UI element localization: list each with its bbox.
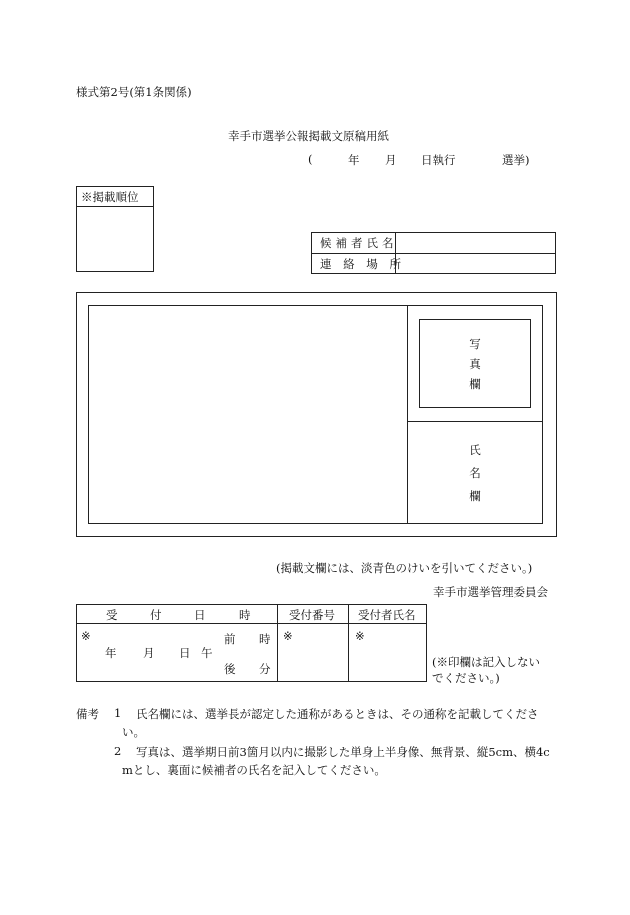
reception-minute: 分 xyxy=(259,662,271,676)
header-reception-number: 受付番号 xyxy=(289,608,335,622)
instruction-text: (掲載文欄には、淡青色のけいを引いてください。) xyxy=(276,561,533,575)
remark-1-number: 1 xyxy=(114,706,122,720)
header-date-time-1: 受 xyxy=(106,608,118,622)
remark-1-line2: い。 xyxy=(122,725,145,739)
reception-ampm-top: 午 xyxy=(201,646,213,660)
header-date-time-4: 時 xyxy=(239,608,251,622)
remark-2-line1: 写真は、選挙期日前3箇月以内に撮影した単身上半身像、無背景、縦5cm、横4c xyxy=(136,745,550,759)
remark-2-number: 2 xyxy=(114,744,122,758)
order-label: ※掲載順位 xyxy=(81,190,139,204)
candidate-name-field[interactable] xyxy=(397,234,553,252)
photo-box xyxy=(419,319,531,408)
contact-field[interactable] xyxy=(397,255,553,273)
election-month: 月 xyxy=(385,153,397,167)
name-label-1: 氏 xyxy=(469,443,481,457)
remark-2-line2: mとし、裏面に候補者の氏名を記入してください。 xyxy=(122,763,386,777)
name-label-2: 名 xyxy=(469,466,481,480)
reception-pm: 後 xyxy=(224,662,236,676)
header-date-time-3: 日 xyxy=(194,608,206,622)
reception-mark-date: ※ xyxy=(81,629,91,643)
reception-year: 年 xyxy=(105,646,117,660)
photo-label-2: 真 xyxy=(469,357,481,371)
reception-month: 月 xyxy=(143,646,155,660)
photo-label-1: 写 xyxy=(469,337,481,351)
side-note-line1: (※印欄は記入しない xyxy=(432,655,540,669)
committee-name: 幸手市選挙管理委員会 xyxy=(433,585,548,599)
header-date-time-2: 付 xyxy=(150,608,162,622)
photo-label-3: 欄 xyxy=(469,377,481,391)
candidate-name-label: 候補者氏名 xyxy=(320,236,398,250)
election-year: 年 xyxy=(348,153,360,167)
reception-mark-number: ※ xyxy=(283,629,293,643)
reception-hour: 時 xyxy=(259,632,271,646)
manuscript-text-area[interactable] xyxy=(90,307,406,522)
name-label-3: 欄 xyxy=(469,489,481,503)
remarks-label: 備考 xyxy=(76,707,99,721)
side-note-line2: でください。) xyxy=(432,671,500,685)
contact-label: 連 絡 場 所 xyxy=(320,257,405,271)
election-type: 選挙) xyxy=(502,153,530,167)
election-open-paren: ( xyxy=(308,152,313,166)
header-receiver-name: 受付者氏名 xyxy=(358,608,416,622)
remark-1-line1: 氏名欄には、選挙長が認定した通称があるときは、その通称を記載してくださ xyxy=(136,707,539,721)
election-day-exec: 日執行 xyxy=(421,153,456,167)
order-box xyxy=(76,186,154,272)
form-title: 幸手市選挙公報掲載文原稿用紙 xyxy=(228,129,389,143)
reception-am: 前 xyxy=(224,632,236,646)
reception-mark-receiver: ※ xyxy=(355,629,365,643)
reception-day: 日 xyxy=(179,646,191,660)
form-number: 様式第2号(第1条関係) xyxy=(76,85,192,99)
candidate-table xyxy=(311,232,556,274)
reception-table xyxy=(76,604,427,682)
